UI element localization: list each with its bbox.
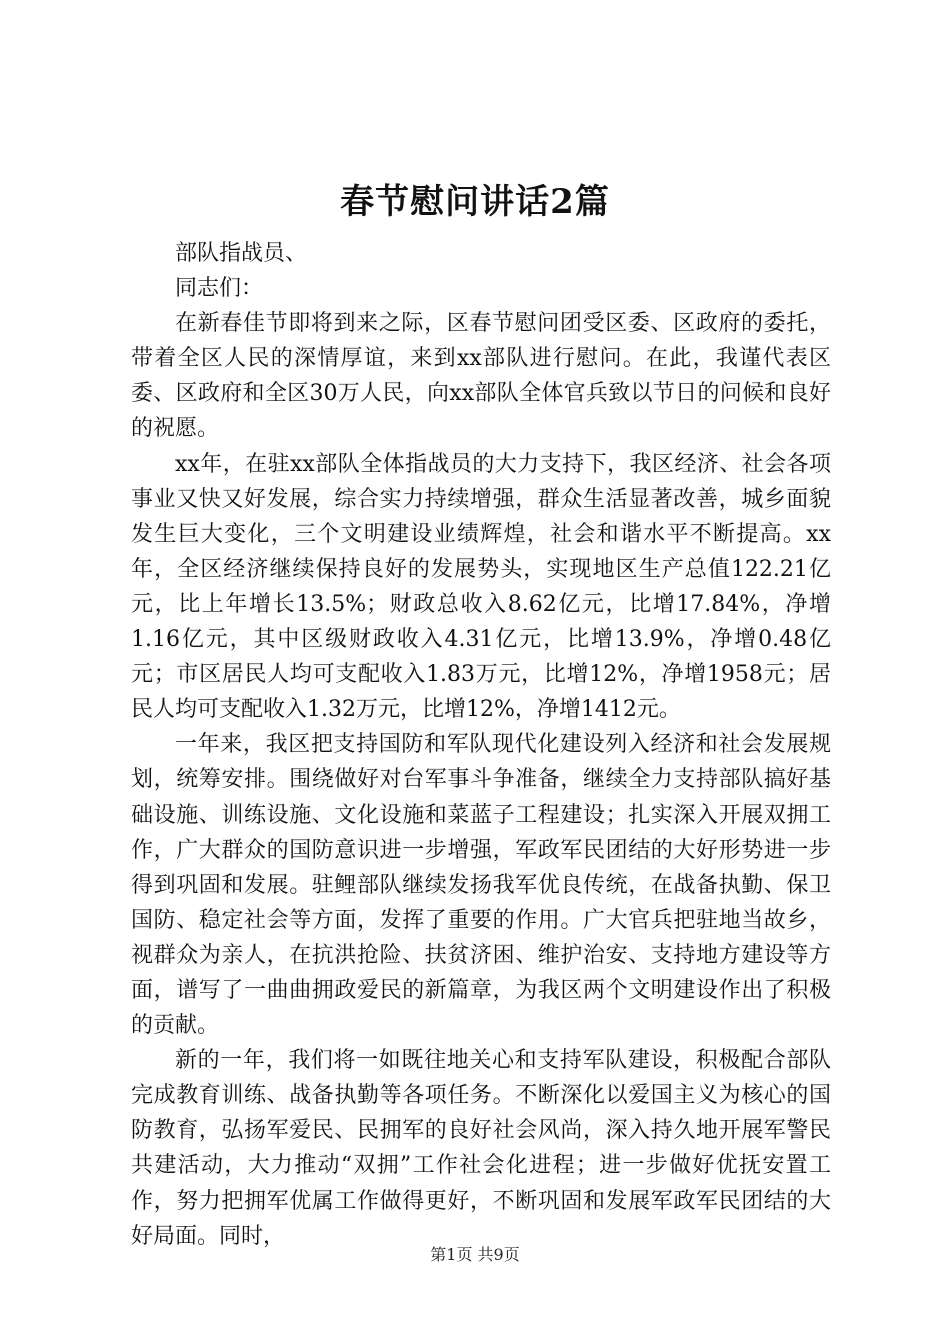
- body-paragraph: xx年，在驻xx部队全体指战员的大力支持下，我区经济、社会各项事业又快又好发展，综合实力持续增强，群众生活显著改善，城乡面貌发生巨大变化，三个文明建设业绩辉煌，社会和谐水平不断提高。xx年，全区经济继续保持良好的发展势头，实现地区生产总值122.21亿元，比上年增长13.5%；财政总收入8.62亿元，比增17.84%，净增1.16亿元，其中区级财政收入4.31亿元，比增13.9%，净增0.48亿元；市区居民人均可支配收入1.83万元，比增12%，净增1958元；居民人均可支配收入1.32万元，比增12%，净增1412元。: [131, 451, 831, 723]
- page-footer: 第1页 共9页: [430, 1245, 520, 1264]
- salutation-line: 同志们：: [175, 276, 264, 302]
- body-paragraph: 一年来，我区把支持国防和军队现代化建设列入经济和社会发展规划，统筹安排。围绕做好对台军事斗争准备，继续全力支持部队搞好基础设施、训练设施、文化设施和菜蓝子工程建设；扎实深入开展双拥工作，广大群众的国防意识进一步增强，军政军民团结的大好形势进一步得到巩固和发展。驻鲤部队继续发扬我军优良传统，在战备执勤、保卫国防、稳定社会等方面，发挥了重要的作用。广大官兵把驻地当故乡，视群众为亲人，在抗洪抢险、扶贫济困、维护治安、支持地方建设等方面，谱写了一曲曲拥政爱民的新篇章，为我区两个文明建设作出了积极的贡献。: [131, 732, 831, 1039]
- body-paragraph: 在新春佳节即将到来之际，区春节慰问团受区委、区政府的委托，带着全区人民的深情厚谊，来到xx部队进行慰问。在此，我谨代表区委、区政府和全区30万人民，向xx部队全体官兵致以节日的问候和良好的祝愿。: [131, 311, 831, 442]
- document-body: [131, 236, 831, 1254]
- body-paragraph: 新的一年，我们将一如既往地关心和支持军队建设，积极配合部队完成教育训练、战备执勤等各项任务。不断深化以爱国主义为核心的国防教育，弘扬军爱民、民拥军的良好社会风尚，深入持久地开展军警民共建活动，大力推动“双拥”工作社会化进程；进一步做好优抚安置工作，努力把拥军优属工作做得更好，不断巩固和发展军政军民团结的大好局面。同时，: [131, 1048, 831, 1249]
- document-title: 春节慰问讲话2篇: [340, 182, 610, 222]
- salutation-line: 部队指战员、: [175, 241, 308, 266]
